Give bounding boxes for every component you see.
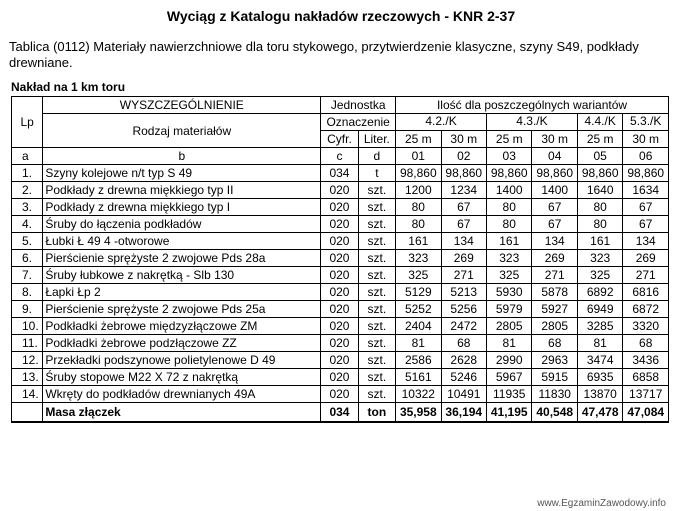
row-value-4: 67 xyxy=(532,216,577,233)
row-value-5: 80 xyxy=(577,199,622,216)
row-cyfr: 020 xyxy=(321,335,358,352)
row-value-4: 5927 xyxy=(532,301,577,318)
row-value-4: 98,860 xyxy=(532,165,577,182)
table-row xyxy=(12,352,669,369)
len-2: 30 m xyxy=(441,131,486,148)
col-letter-c: c xyxy=(321,148,358,165)
row-liter: szt. xyxy=(358,233,395,250)
row-cyfr: 020 xyxy=(321,284,358,301)
row-cyfr: 020 xyxy=(321,182,358,199)
row-value-4: 5878 xyxy=(532,284,577,301)
watermark: www.EgzaminZawodowy.info xyxy=(537,498,666,509)
row-value-1: 325 xyxy=(396,267,441,284)
header-wariant-3: 4.4./K xyxy=(577,114,622,131)
row-value-3: 323 xyxy=(487,250,532,267)
row-liter: szt. xyxy=(358,386,395,403)
naklad-label: Nakład na 1 km toru xyxy=(11,80,126,94)
row-value-1: 35,958 xyxy=(396,403,441,423)
row-liter: szt. xyxy=(358,335,395,352)
row-value-1: 5129 xyxy=(396,284,441,301)
table-row xyxy=(12,369,669,386)
header-oznaczenie: Oznaczenie xyxy=(321,114,396,131)
row-liter: szt. xyxy=(358,301,395,318)
row-material-name: Śruby łubkowe z nakrętką - Slb 130 xyxy=(43,267,321,284)
row-lp: 7. xyxy=(12,267,43,284)
row-value-1: 5161 xyxy=(396,369,441,386)
header-jednostka: Jednostka xyxy=(321,97,396,114)
row-material-name: Łubki Ł 49 4 -otworowe xyxy=(43,233,321,250)
table-row xyxy=(12,233,669,250)
row-material-name: Podkłady z drewna miękkiego typ I xyxy=(43,199,321,216)
row-value-6: 134 xyxy=(623,233,669,250)
row-lp: 4. xyxy=(12,216,43,233)
row-value-4: 11830 xyxy=(532,386,577,403)
row-value-6: 67 xyxy=(623,199,669,216)
row-value-2: 2628 xyxy=(441,352,486,369)
row-value-4: 269 xyxy=(532,250,577,267)
col-letter-d: d xyxy=(358,148,395,165)
row-material-name: Masa złączek xyxy=(43,403,321,423)
row-value-5: 80 xyxy=(577,216,622,233)
len-1: 25 m xyxy=(396,131,441,148)
row-liter: ton xyxy=(358,403,395,423)
row-value-2: 67 xyxy=(441,199,486,216)
table-row xyxy=(12,216,669,233)
len-4: 30 m xyxy=(532,131,577,148)
row-lp: 1. xyxy=(12,165,43,182)
row-material-name: Szyny kolejowe n/t typ S 49 xyxy=(43,165,321,182)
row-material-name: Łapki Łp 2 xyxy=(43,284,321,301)
row-material-name: Śruby stopowe M22 X 72 z nakrętką xyxy=(43,369,321,386)
row-value-5: 98,860 xyxy=(577,165,622,182)
row-cyfr: 020 xyxy=(321,318,358,335)
row-value-1: 10322 xyxy=(396,386,441,403)
row-liter: szt. xyxy=(358,216,395,233)
row-value-3: 5930 xyxy=(487,284,532,301)
row-value-2: 5213 xyxy=(441,284,486,301)
table-row xyxy=(12,301,669,318)
row-value-5: 1640 xyxy=(577,182,622,199)
row-value-2: 36,194 xyxy=(441,403,486,423)
materials-table xyxy=(11,96,669,423)
header-wariant-2: 4.3./K xyxy=(487,114,578,131)
row-value-3: 98,860 xyxy=(487,165,532,182)
len-5: 25 m xyxy=(577,131,622,148)
row-value-1: 2404 xyxy=(396,318,441,335)
row-value-2: 269 xyxy=(441,250,486,267)
row-value-1: 98,860 xyxy=(396,165,441,182)
row-value-4: 68 xyxy=(532,335,577,352)
col-num-02: 02 xyxy=(441,148,486,165)
row-cyfr: 020 xyxy=(321,216,358,233)
table-row xyxy=(12,199,669,216)
row-value-6: 1634 xyxy=(623,182,669,199)
document-title: Wyciąg z Katalogu nakładów rzeczowych - KNR 2-37 xyxy=(166,8,516,24)
row-liter: szt. xyxy=(358,182,395,199)
row-value-4: 67 xyxy=(532,199,577,216)
row-value-2: 271 xyxy=(441,267,486,284)
row-cyfr: 020 xyxy=(321,301,358,318)
col-letter-b: b xyxy=(43,148,321,165)
row-value-6: 67 xyxy=(623,216,669,233)
col-num-04: 04 xyxy=(532,148,577,165)
row-value-3: 11935 xyxy=(487,386,532,403)
row-lp: 11. xyxy=(12,335,43,352)
header-wariant-1: 4.2./K xyxy=(396,114,487,131)
row-lp: 9. xyxy=(12,301,43,318)
row-value-6: 3320 xyxy=(623,318,669,335)
col-num-06: 06 xyxy=(623,148,669,165)
row-value-4: 134 xyxy=(532,233,577,250)
row-material-name: Wkręty do podkładów drewnianych 49A xyxy=(43,386,321,403)
row-cyfr: 020 xyxy=(321,386,358,403)
row-value-6: 68 xyxy=(623,335,669,352)
col-letter-a: a xyxy=(12,148,43,165)
row-lp: 13. xyxy=(12,369,43,386)
col-num-01: 01 xyxy=(396,148,441,165)
len-3: 25 m xyxy=(487,131,532,148)
header-lp: Lp xyxy=(12,97,43,148)
row-value-5: 6949 xyxy=(577,301,622,318)
header-ilosc: Ilość dla poszczególnych wariantów xyxy=(396,97,669,114)
row-value-3: 2990 xyxy=(487,352,532,369)
header-cyfr: Cyfr. xyxy=(321,131,358,148)
row-value-5: 13870 xyxy=(577,386,622,403)
row-value-1: 1200 xyxy=(396,182,441,199)
row-value-6: 98,860 xyxy=(623,165,669,182)
col-num-05: 05 xyxy=(577,148,622,165)
row-material-name: Pierścienie sprężyste 2 zwojowe Pds 25a xyxy=(43,301,321,318)
row-value-2: 1234 xyxy=(441,182,486,199)
row-value-4: 271 xyxy=(532,267,577,284)
row-value-3: 5967 xyxy=(487,369,532,386)
row-lp: 10. xyxy=(12,318,43,335)
row-cyfr: 034 xyxy=(321,403,358,423)
row-material-name: Podkłady z drewna miękkiego typ II xyxy=(43,182,321,199)
row-lp: 6. xyxy=(12,250,43,267)
row-cyfr: 034 xyxy=(321,165,358,182)
row-lp xyxy=(12,403,43,423)
row-value-6: 271 xyxy=(623,267,669,284)
row-value-2: 67 xyxy=(441,216,486,233)
row-cyfr: 020 xyxy=(321,233,358,250)
row-value-4: 5915 xyxy=(532,369,577,386)
table-row xyxy=(12,318,669,335)
row-liter: szt. xyxy=(358,369,395,386)
row-cyfr: 020 xyxy=(321,352,358,369)
row-value-2: 68 xyxy=(441,335,486,352)
row-lp: 8. xyxy=(12,284,43,301)
row-value-5: 6892 xyxy=(577,284,622,301)
row-liter: szt. xyxy=(358,199,395,216)
row-value-3: 2805 xyxy=(487,318,532,335)
row-liter: szt. xyxy=(358,250,395,267)
row-material-name: Podkładki żebrowe międzyzłączowe ZM xyxy=(43,318,321,335)
row-value-1: 2586 xyxy=(396,352,441,369)
len-6: 30 m xyxy=(623,131,669,148)
row-lp: 3. xyxy=(12,199,43,216)
row-lp: 12. xyxy=(12,352,43,369)
row-value-2: 2472 xyxy=(441,318,486,335)
row-value-2: 98,860 xyxy=(441,165,486,182)
row-value-1: 81 xyxy=(396,335,441,352)
row-value-6: 269 xyxy=(623,250,669,267)
row-value-4: 1400 xyxy=(532,182,577,199)
table-row xyxy=(12,386,669,403)
row-lp: 2. xyxy=(12,182,43,199)
table-row xyxy=(12,250,669,267)
row-value-6: 13717 xyxy=(623,386,669,403)
row-value-5: 47,478 xyxy=(577,403,622,423)
row-material-name: Pierścienie sprężyste 2 zwojowe Pds 28a xyxy=(43,250,321,267)
row-value-4: 40,548 xyxy=(532,403,577,423)
row-value-3: 41,195 xyxy=(487,403,532,423)
row-value-6: 6872 xyxy=(623,301,669,318)
row-value-2: 5256 xyxy=(441,301,486,318)
row-value-5: 325 xyxy=(577,267,622,284)
header-rodzaj: Rodzaj materiałów xyxy=(43,114,321,148)
row-value-3: 80 xyxy=(487,199,532,216)
row-lp: 14. xyxy=(12,386,43,403)
row-material-name: Śruby do łączenia podkładów xyxy=(43,216,321,233)
row-value-5: 3474 xyxy=(577,352,622,369)
row-value-3: 325 xyxy=(487,267,532,284)
row-value-6: 6816 xyxy=(623,284,669,301)
row-value-3: 1400 xyxy=(487,182,532,199)
row-value-1: 80 xyxy=(396,216,441,233)
row-value-3: 80 xyxy=(487,216,532,233)
row-value-6: 3436 xyxy=(623,352,669,369)
row-value-3: 161 xyxy=(487,233,532,250)
row-value-5: 3285 xyxy=(577,318,622,335)
row-value-5: 323 xyxy=(577,250,622,267)
row-value-3: 81 xyxy=(487,335,532,352)
table-row xyxy=(12,267,669,284)
row-lp: 5. xyxy=(12,233,43,250)
row-liter: szt. xyxy=(358,318,395,335)
row-cyfr: 020 xyxy=(321,369,358,386)
row-value-2: 10491 xyxy=(441,386,486,403)
row-liter: szt. xyxy=(358,284,395,301)
col-num-03: 03 xyxy=(487,148,532,165)
row-value-5: 161 xyxy=(577,233,622,250)
table-row xyxy=(12,335,669,352)
row-liter: szt. xyxy=(358,352,395,369)
row-value-2: 5246 xyxy=(441,369,486,386)
header-wariant-4: 5.3./K xyxy=(623,114,669,131)
table-description: Tablica (0112) Materiały nawierzchniowe dla toru stykowego, przytwierdzenie klasyczne, szyny S49, podkłady drewniane. xyxy=(9,39,639,70)
total-row xyxy=(12,403,669,423)
table-body xyxy=(12,165,669,423)
row-value-4: 2963 xyxy=(532,352,577,369)
table-row xyxy=(12,284,669,301)
row-value-3: 5979 xyxy=(487,301,532,318)
row-cyfr: 020 xyxy=(321,267,358,284)
row-value-1: 80 xyxy=(396,199,441,216)
row-cyfr: 020 xyxy=(321,199,358,216)
row-value-4: 2805 xyxy=(532,318,577,335)
row-liter: t xyxy=(358,165,395,182)
row-value-6: 47,084 xyxy=(623,403,669,423)
row-material-name: Przekładki podszynowe polietylenowe D 49 xyxy=(43,352,321,369)
row-liter: szt. xyxy=(358,267,395,284)
row-material-name: Podkładki żebrowe podzłączowe ZZ xyxy=(43,335,321,352)
row-value-1: 323 xyxy=(396,250,441,267)
table-row xyxy=(12,165,669,182)
header-wyszczegolnienie: WYSZCZEGÓLNIENIE xyxy=(43,97,321,114)
table-row xyxy=(12,182,669,199)
row-value-5: 6935 xyxy=(577,369,622,386)
row-value-2: 134 xyxy=(441,233,486,250)
header-liter: Liter. xyxy=(358,131,395,148)
row-cyfr: 020 xyxy=(321,250,358,267)
row-value-5: 81 xyxy=(577,335,622,352)
row-value-6: 6858 xyxy=(623,369,669,386)
row-value-1: 161 xyxy=(396,233,441,250)
row-value-1: 5252 xyxy=(396,301,441,318)
